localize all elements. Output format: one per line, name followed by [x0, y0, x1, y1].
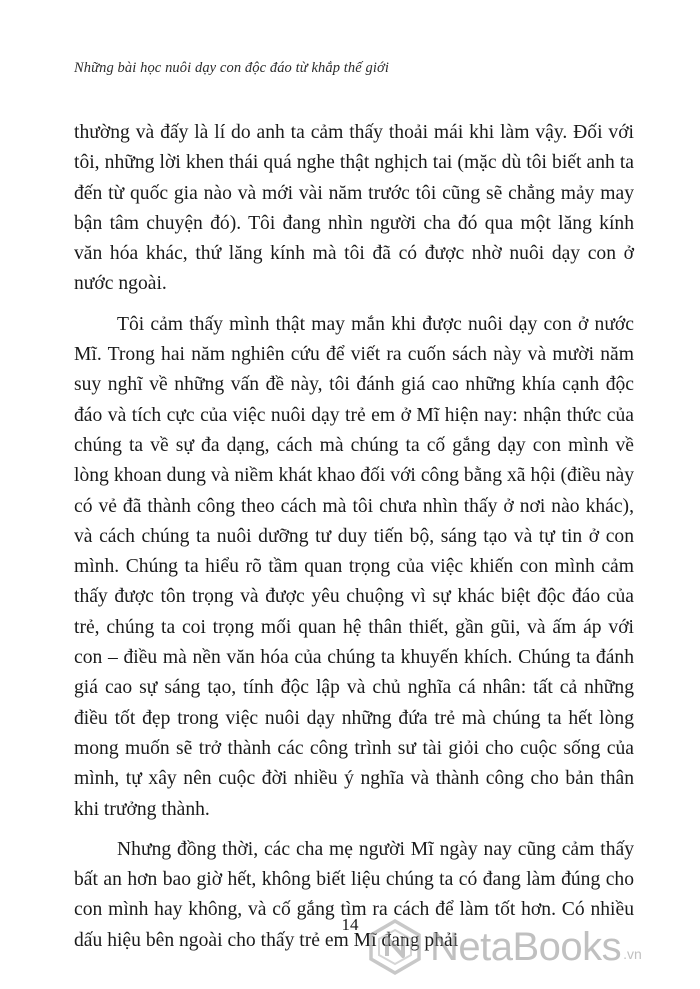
page-number: 14: [341, 915, 359, 934]
paragraph-3: Nhưng đồng thời, các cha mẹ người Mĩ ngày nay cũng cảm thấy bất an hơn bao giờ hết, không biết liệu chúng ta có đang làm đúng cho con mình hay không, và cố gắng tìm ra cách để làm tốt hơn. Có nhiều dấu hiệu bên ngoài cho thấy trẻ em Mĩ đang phải: [74, 838, 634, 951]
netabooks-logo-icon: [366, 918, 424, 976]
watermark-suffix: .vn: [623, 946, 642, 962]
netabooks-watermark: [366, 918, 642, 976]
running-header: Những bài học nuôi dạy con độc đáo từ khắp thế giới: [74, 60, 389, 76]
watermark-brand: NetaBooks: [430, 924, 622, 969]
paragraph-1: thường và đấy là lí do anh ta cảm thấy thoải mái khi làm vậy. Đối với tôi, những lời khen thái quá nghe thật nghịch tai (mặc dù tôi biết anh ta đến từ quốc gia nào và mới vài năm trước tôi cũng sẽ chẳng mảy may bận tâm chuyện đó). Tôi đang nhìn người cha đó qua một lăng kính văn hóa khác, thứ lăng kính mà tôi đã có được nhờ nuôi dạy con ở nước ngoài.: [74, 122, 634, 295]
page-body: [74, 118, 634, 966]
paragraph-2: Tôi cảm thấy mình thật may mắn khi được nuôi dạy con ở nước Mĩ. Trong hai năm nghiên cứu để viết ra cuốn sách này và mười năm suy nghĩ về những vấn đề này, tôi đánh giá cao những khía cạnh độc đáo và tích cực của việc nuôi dạy trẻ em ở Mĩ hiện nay: nhận thức của chúng ta về sự đa dạng, cách mà chúng ta cố gắng dạy con mình về lòng khoan dung và niềm khát khao đối với công bằng xã hội (điều này có vẻ đã thành công theo cách mà tôi chưa nhìn thấy ở nơi nào khác), và cách chúng ta nuôi dưỡng tư duy tiến bộ, sáng tạo và tự tin ở con mình. Chúng ta hiểu rõ tầm quan trọng của việc khiến con mình cảm thấy được tôn trọng và được yêu chuộng vì sự khác biệt độc đáo của trẻ, chúng ta coi trọng mối quan hệ thân thiết, gần gũi, và ấm áp với con – điều mà nền văn hóa của chúng ta khuyến khích. Chúng ta đánh giá cao sự sáng tạo, tính độc lập và chủ nghĩa cá nhân: tất cả những điều tốt đẹp trong việc nuôi dạy những đứa trẻ mà chúng ta hết lòng mong muốn sẽ trở thành các công trình sư tài giỏi cho cuộc sống của mình, tự xây nên cuộc đời nhiều ý nghĩa và thành công cho bản thân khi trưởng thành.: [74, 313, 634, 820]
